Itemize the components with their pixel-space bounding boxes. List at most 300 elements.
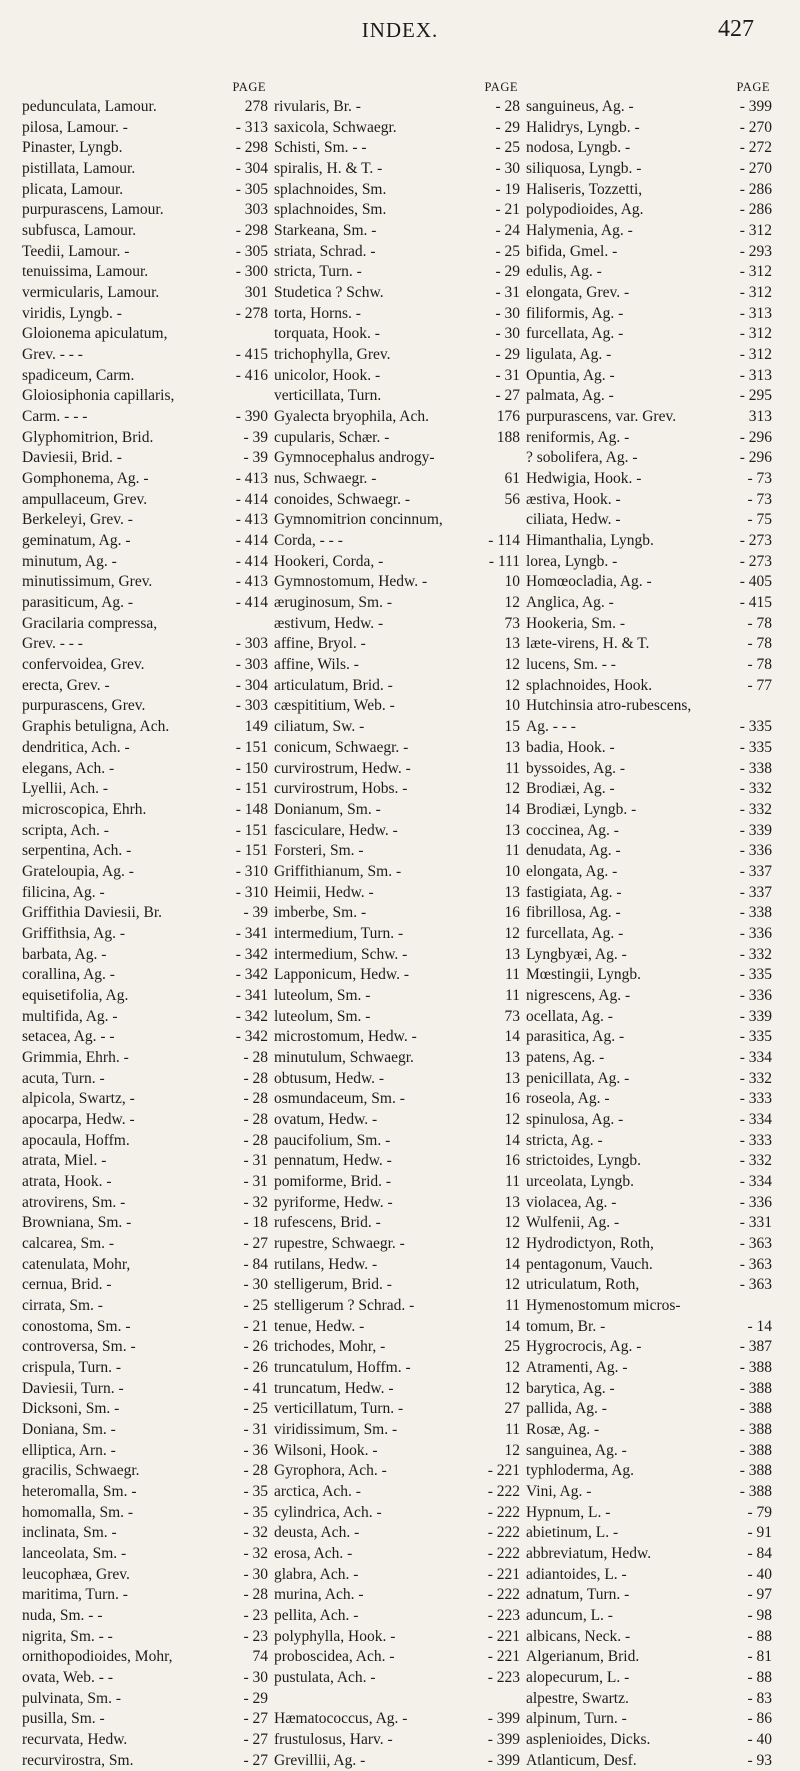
index-entry [274, 531, 520, 552]
index-entry [22, 97, 268, 118]
entry-page: - 222 [487, 1545, 520, 1563]
entry-page: - 388 [739, 1379, 772, 1397]
entry-name: adnatum, Turn. - [526, 1586, 630, 1604]
entry-page [234, 386, 268, 407]
entry-page: - 35 [243, 1483, 268, 1501]
entry-name: ligulata, Ag. - [526, 346, 612, 364]
entry-page: - 81 [747, 1648, 772, 1666]
index-entry [22, 614, 268, 635]
index-entry [526, 469, 772, 490]
entry-page: 13 [504, 1193, 520, 1211]
entry-page: - 84 [747, 1545, 772, 1563]
entry-page: - 388 [739, 1400, 772, 1418]
entry-page: - 334 [739, 1110, 772, 1128]
index-entry [526, 1399, 772, 1420]
entry-page: - 387 [739, 1338, 772, 1356]
index-entry [22, 634, 268, 655]
entry-name: truncatum, Hedw. - [274, 1379, 394, 1397]
entry-page: - 28 [243, 1110, 268, 1128]
entry-name: nuda, Sm. - - [22, 1607, 103, 1625]
entry-name: læte-virens, H. & T. [526, 635, 650, 653]
entry-page: - 341 [235, 986, 268, 1004]
entry-page: - 363 [739, 1255, 772, 1273]
entry-page: - 150 [235, 759, 268, 777]
index-entry [22, 1131, 268, 1152]
entry-page: - 31 [495, 284, 520, 302]
entry-page: - 25 [243, 1400, 268, 1418]
entry-page: - 30 [495, 160, 520, 178]
entry-name: luteolum, Sm. - [274, 986, 371, 1004]
entry-page: - 413 [235, 470, 268, 488]
entry-name: Gyalecta bryophila, Ach. [274, 408, 429, 426]
entry-page: - 313 [235, 118, 268, 136]
entry-name: striata, Schrad. - [274, 242, 376, 260]
entry-page: - 88 [747, 1669, 772, 1687]
entry-name: Graphis betuligna, Ach. [22, 718, 170, 736]
index-entry [526, 1027, 772, 1048]
entry-page: - 303 [235, 635, 268, 653]
index-entry [274, 903, 520, 924]
entry-name: elongata, Grev. - [526, 284, 630, 302]
index-entry [22, 841, 268, 862]
entry-page: - 97 [747, 1586, 772, 1604]
index-entry [526, 1317, 772, 1338]
entry-page: - 272 [739, 139, 772, 157]
entry-page: 16 [504, 1090, 520, 1108]
index-entry [22, 1585, 268, 1606]
entry-page: - 388 [739, 1483, 772, 1501]
entry-page [486, 1689, 520, 1710]
entry-page: 10 [504, 697, 520, 715]
entry-name: splachnoides, Sm. [274, 180, 387, 198]
entry-page: - 223 [487, 1669, 520, 1687]
entry-name: Grimmia, Ehrh. - [22, 1048, 129, 1066]
index-entry [22, 1089, 268, 1110]
index-entry [526, 1420, 772, 1441]
entry-page: 25 [504, 1338, 520, 1356]
index-entry [274, 1461, 520, 1482]
entry-page: - 75 [747, 511, 772, 529]
entry-page: - 298 [235, 222, 268, 240]
entry-name: Lyellii, Ach. - [22, 780, 109, 798]
entry-page: 149 [244, 718, 268, 736]
entry-page: - 304 [235, 160, 268, 178]
index-entry [22, 386, 268, 407]
index-entry [526, 696, 772, 717]
entry-name: Gymnomitrion concinnum, [274, 511, 443, 529]
entry-name: utriculatum, Roth, [526, 1276, 640, 1294]
entry-name: plicata, Lamour. [22, 180, 124, 198]
entry-page: - 77 [747, 676, 772, 694]
index-entry [22, 738, 268, 759]
entry-name: albicans, Neck. - [526, 1627, 631, 1645]
index-entry [274, 1275, 520, 1296]
index-entry [22, 883, 268, 904]
entry-page: - 300 [235, 263, 268, 281]
entry-name: Gymnostomum, Hedw. - [274, 573, 428, 591]
entry-page: - 342 [235, 1028, 268, 1046]
index-entry [22, 1689, 268, 1710]
entry-name: trichodes, Mohr, - [274, 1338, 386, 1356]
entry-page: 313 [748, 408, 772, 426]
entry-name: Heimii, Hedw. - [274, 883, 374, 901]
entry-name: Gloionema apiculatum, [22, 325, 168, 343]
entry-page: 73 [504, 614, 520, 632]
entry-name: Lapponicum, Hedw. - [274, 966, 410, 984]
entry-name: erosa, Ach. - [274, 1545, 353, 1563]
index-entry [22, 1709, 268, 1730]
entry-page: - 333 [739, 1090, 772, 1108]
index-entry [22, 986, 268, 1007]
index-entry [526, 1296, 772, 1317]
entry-name: proboscidea, Ach. - [274, 1648, 395, 1666]
entry-name: Homœocladia, Ag. - [526, 573, 652, 591]
entry-page: - 399 [487, 1710, 520, 1728]
entry-name: sanguinea, Ag. - [526, 1441, 627, 1459]
index-entry [22, 138, 268, 159]
index-entry [274, 1420, 520, 1441]
entry-page: - 25 [495, 139, 520, 157]
entry-page: - 335 [739, 718, 772, 736]
entry-page: 11 [505, 986, 520, 1004]
entry-name: scripta, Ach. - [22, 821, 109, 839]
entry-page: - 342 [235, 945, 268, 963]
index-entry [22, 759, 268, 780]
entry-page: 303 [244, 201, 268, 219]
index-entry [274, 1151, 520, 1172]
index-entry [526, 97, 772, 118]
entry-page: - 27 [243, 1731, 268, 1749]
entry-name: penicillata, Ag. - [526, 1069, 630, 1087]
entry-page: - 88 [747, 1627, 772, 1645]
index-entry [22, 1606, 268, 1627]
entry-name: trichophylla, Grev. [274, 346, 391, 364]
entry-page: - 35 [243, 1503, 268, 1521]
entry-page: - 310 [235, 883, 268, 901]
entry-name: osmundaceum, Sm. - [274, 1090, 405, 1108]
index-entry [274, 118, 520, 139]
entry-name: Vini, Ag. - [526, 1483, 592, 1501]
entry-page: - 336 [739, 986, 772, 1004]
entry-name: stricta, Turn. - [274, 263, 362, 281]
entry-page: - 221 [487, 1462, 520, 1480]
entry-page: - 23 [243, 1607, 268, 1625]
index-entry [274, 283, 520, 304]
entry-name: conicum, Schwaegr. - [274, 738, 409, 756]
entry-name: geminatum, Ag. - [22, 532, 131, 550]
entry-name: Grev. - - - [22, 635, 83, 653]
entry-name: rutilans, Hedw. - [274, 1255, 378, 1273]
entry-name: denudata, Ag. - [526, 842, 621, 860]
index-entry [274, 159, 520, 180]
column-head: PAGE [232, 80, 266, 94]
entry-page: - 27 [243, 1234, 268, 1252]
entry-page: - 273 [739, 552, 772, 570]
index-entry [22, 572, 268, 593]
index-entry [274, 883, 520, 904]
entry-name: Brodiæi, Ag. - [526, 780, 615, 798]
entry-page: - 388 [739, 1441, 772, 1459]
entry-name: adiantoides, L. - [526, 1565, 627, 1583]
index-entry [274, 1296, 520, 1317]
entry-page: 12 [504, 676, 520, 694]
index-entry [274, 593, 520, 614]
entry-name: Halymenia, Ag. - [526, 222, 633, 240]
entry-name: pennatum, Hedw. - [274, 1152, 392, 1170]
entry-name: Brodiæi, Lyngb. - [526, 800, 637, 818]
index-entry [22, 1379, 268, 1400]
entry-name: Glyphomitrion, Brid. [22, 428, 154, 446]
index-entry [526, 1110, 772, 1131]
index-entry [22, 469, 268, 490]
index-entry [22, 428, 268, 449]
entry-page: - 32 [243, 1193, 268, 1211]
page-title: INDEX. [361, 18, 439, 42]
entry-page [738, 1296, 772, 1317]
entry-page: 12 [504, 594, 520, 612]
index-entry [274, 407, 520, 428]
index-entry [22, 1296, 268, 1317]
entry-page: - 331 [739, 1214, 772, 1232]
index-entry [274, 138, 520, 159]
entry-page: 11 [505, 1172, 520, 1190]
entry-name: strictoides, Lyngb. [526, 1152, 641, 1170]
entry-page [486, 510, 520, 531]
entry-name: Mœstingii, Lyngb. [526, 966, 641, 984]
index-entry [526, 552, 772, 573]
index-entry [274, 1255, 520, 1276]
index-entry [22, 1337, 268, 1358]
entry-page: - 223 [487, 1607, 520, 1625]
index-entry [22, 1069, 268, 1090]
index-entry [22, 1213, 268, 1234]
index-entry [526, 304, 772, 325]
entry-name: Gomphonema, Ag. - [22, 470, 149, 488]
entry-page: 73 [504, 1007, 520, 1025]
entry-page: - 304 [235, 676, 268, 694]
entry-name: heteromalla, Sm. - [22, 1483, 137, 1501]
index-entry [274, 862, 520, 883]
index-entry [274, 97, 520, 118]
index-entry [22, 1668, 268, 1689]
index-entry [526, 159, 772, 180]
entry-name: Teedii, Lamour. - [22, 242, 130, 260]
entry-page: - 415 [235, 346, 268, 364]
entry-name: luteolum, Sm. - [274, 1007, 371, 1025]
index-entry [22, 531, 268, 552]
index-entry [526, 221, 772, 242]
entry-name: Studetica ? Schw. [274, 284, 384, 302]
index-entry [274, 1110, 520, 1131]
index-entry [22, 448, 268, 469]
index-entry [274, 965, 520, 986]
entry-name: obtusum, Hedw. - [274, 1069, 385, 1087]
index-entry [526, 986, 772, 1007]
index-entry [22, 510, 268, 531]
entry-page: - 312 [739, 222, 772, 240]
index-entry [22, 1647, 268, 1668]
entry-page: - 39 [243, 904, 268, 922]
index-entry [274, 800, 520, 821]
index-entry [22, 1255, 268, 1276]
entry-name: æstiva, Hook. - [526, 490, 621, 508]
index-entry [526, 1482, 772, 1503]
entry-name: pusilla, Sm. - [22, 1710, 105, 1728]
index-column-3 [526, 78, 772, 1771]
entry-page: - 30 [495, 304, 520, 322]
entry-name: torquata, Hook. - [274, 325, 380, 343]
index-entry [526, 510, 772, 531]
entry-name: rufescens, Brid. - [274, 1214, 381, 1232]
index-entry [526, 614, 772, 635]
entry-name: lorea, Lyngb. - [526, 552, 618, 570]
entry-name: imberbe, Sm. - [274, 904, 367, 922]
entry-page: - 78 [747, 614, 772, 632]
entry-name: typhloderma, Ag. [526, 1462, 635, 1480]
entry-name: nus, Schwaegr. - [274, 470, 377, 488]
entry-name: glabra, Ach. - [274, 1565, 359, 1583]
entry-name: Gyrophora, Ach. - [274, 1462, 387, 1480]
entry-name: recurvata, Hedw. [22, 1731, 128, 1749]
index-entry [526, 1606, 772, 1627]
index-entry [526, 1585, 772, 1606]
entry-page: 27 [504, 1400, 520, 1418]
index-entry [526, 1647, 772, 1668]
entry-name: cylindrica, Ach. - [274, 1503, 382, 1521]
entry-page: 10 [504, 573, 520, 591]
entry-page: - 91 [747, 1524, 772, 1542]
entry-page: - 27 [243, 1751, 268, 1769]
index-entry [274, 1213, 520, 1234]
entry-name: Hygrocrocis, Ag. - [526, 1338, 642, 1356]
index-entry [22, 676, 268, 697]
entry-page: - 221 [487, 1565, 520, 1583]
entry-page: - 414 [235, 594, 268, 612]
entry-name: Hookeria, Sm. - [526, 614, 626, 632]
entry-name: ornithopodioides, Mohr, [22, 1648, 173, 1666]
index-entry [274, 1358, 520, 1379]
entry-name: curvirostrum, Hedw. - [274, 759, 411, 777]
index-entry [526, 1379, 772, 1400]
entry-name: atrata, Hook. - [22, 1172, 112, 1190]
entry-name: purpurascens, Lamour. [22, 201, 164, 219]
index-entry [274, 180, 520, 201]
entry-name: microscopica, Ehrh. [22, 800, 147, 818]
index-entry [274, 779, 520, 800]
entry-name: cirrata, Sm. - [22, 1296, 103, 1314]
entry-name: Ag. - - - [526, 718, 576, 736]
entry-name: edulis, Ag. - [526, 263, 602, 281]
index-entry [22, 779, 268, 800]
index-entry [274, 1565, 520, 1586]
entry-page: 12 [504, 1214, 520, 1232]
entry-name: Lyngbyæi, Ag. - [526, 945, 627, 963]
entry-page: - 303 [235, 697, 268, 715]
entry-name: stelligerum ? Schrad. - [274, 1296, 415, 1314]
index-entry [274, 1131, 520, 1152]
entry-page: - 312 [739, 284, 772, 302]
entry-name: Rosæ, Ag. - [526, 1421, 600, 1438]
entry-name: Starkeana, Sm. - [274, 222, 377, 240]
column-head: PAGE [484, 80, 518, 94]
entry-page: - 83 [747, 1689, 772, 1707]
index-entry [274, 1399, 520, 1420]
entry-name: pyriforme, Hedw. - [274, 1193, 393, 1211]
entry-page: - 414 [235, 490, 268, 508]
entry-name: apocaula, Hoffm. [22, 1131, 130, 1149]
entry-name: atrata, Miel. - [22, 1152, 107, 1170]
entry-name: minutum, Ag. - [22, 552, 117, 570]
entry-name: abbreviatum, Hedw. [526, 1545, 652, 1563]
entry-name: frustulosus, Harv. - [274, 1731, 393, 1749]
index-entry [22, 717, 268, 738]
entry-page: - 29 [495, 263, 520, 281]
column-head: PAGE [736, 80, 770, 94]
entry-page: - 333 [739, 1131, 772, 1149]
entry-name: barytica, Ag. - [526, 1379, 615, 1397]
entry-page: - 405 [739, 573, 772, 591]
entry-page: - 416 [235, 366, 268, 384]
entry-page: - 221 [487, 1648, 520, 1666]
index-entry [526, 779, 772, 800]
entry-name: leucophæa, Grev. [22, 1565, 130, 1583]
entry-page: 12 [504, 1379, 520, 1397]
index-entry [526, 1523, 772, 1544]
index-entry [526, 655, 772, 676]
entry-page: - 293 [739, 242, 772, 260]
index-entry [526, 1441, 772, 1462]
entry-page [234, 324, 268, 345]
index-entry [22, 1151, 268, 1172]
index-entry [274, 1482, 520, 1503]
index-entry [274, 221, 520, 242]
entry-name: Gymnocephalus androgy- [274, 449, 435, 467]
index-entry [526, 572, 772, 593]
entry-name: vermicularis, Lamour. [22, 284, 160, 302]
index-entry [526, 1007, 772, 1028]
entry-name: polyphylla, Hook. - [274, 1627, 396, 1645]
entry-name: sanguineus, Ag. - [526, 98, 634, 115]
entry-name: stricta, Ag. - [526, 1131, 603, 1149]
entry-name: Schisti, Sm. - - [274, 139, 367, 157]
entry-page: - 339 [739, 821, 772, 839]
entry-name: lanceolata, Sm. - [22, 1545, 127, 1563]
index-entry [274, 572, 520, 593]
entry-page: 16 [504, 1152, 520, 1170]
index-entry [274, 448, 520, 469]
entry-page: 56 [504, 490, 520, 508]
entry-page: - 73 [747, 470, 772, 488]
entry-page: - 313 [739, 366, 772, 384]
index-entry [22, 696, 268, 717]
entry-page: - 31 [243, 1421, 268, 1438]
entry-page: - 25 [495, 242, 520, 260]
entry-page: 13 [504, 1048, 520, 1066]
index-entry [274, 1627, 520, 1648]
entry-name: rupestre, Schwaegr. - [274, 1234, 405, 1252]
entry-name: filiformis, Ag. - [526, 304, 624, 322]
index-entry [526, 759, 772, 780]
entry-page: - 79 [747, 1503, 772, 1521]
entry-page: - 415 [739, 594, 772, 612]
entry-name: Berkeleyi, Grev. - [22, 511, 133, 529]
entry-page: - 312 [739, 346, 772, 364]
entry-page: - 298 [235, 139, 268, 157]
entry-page: - 21 [243, 1317, 268, 1335]
entry-page: - 335 [739, 738, 772, 756]
index-entry [274, 200, 520, 221]
index-entry [22, 221, 268, 242]
